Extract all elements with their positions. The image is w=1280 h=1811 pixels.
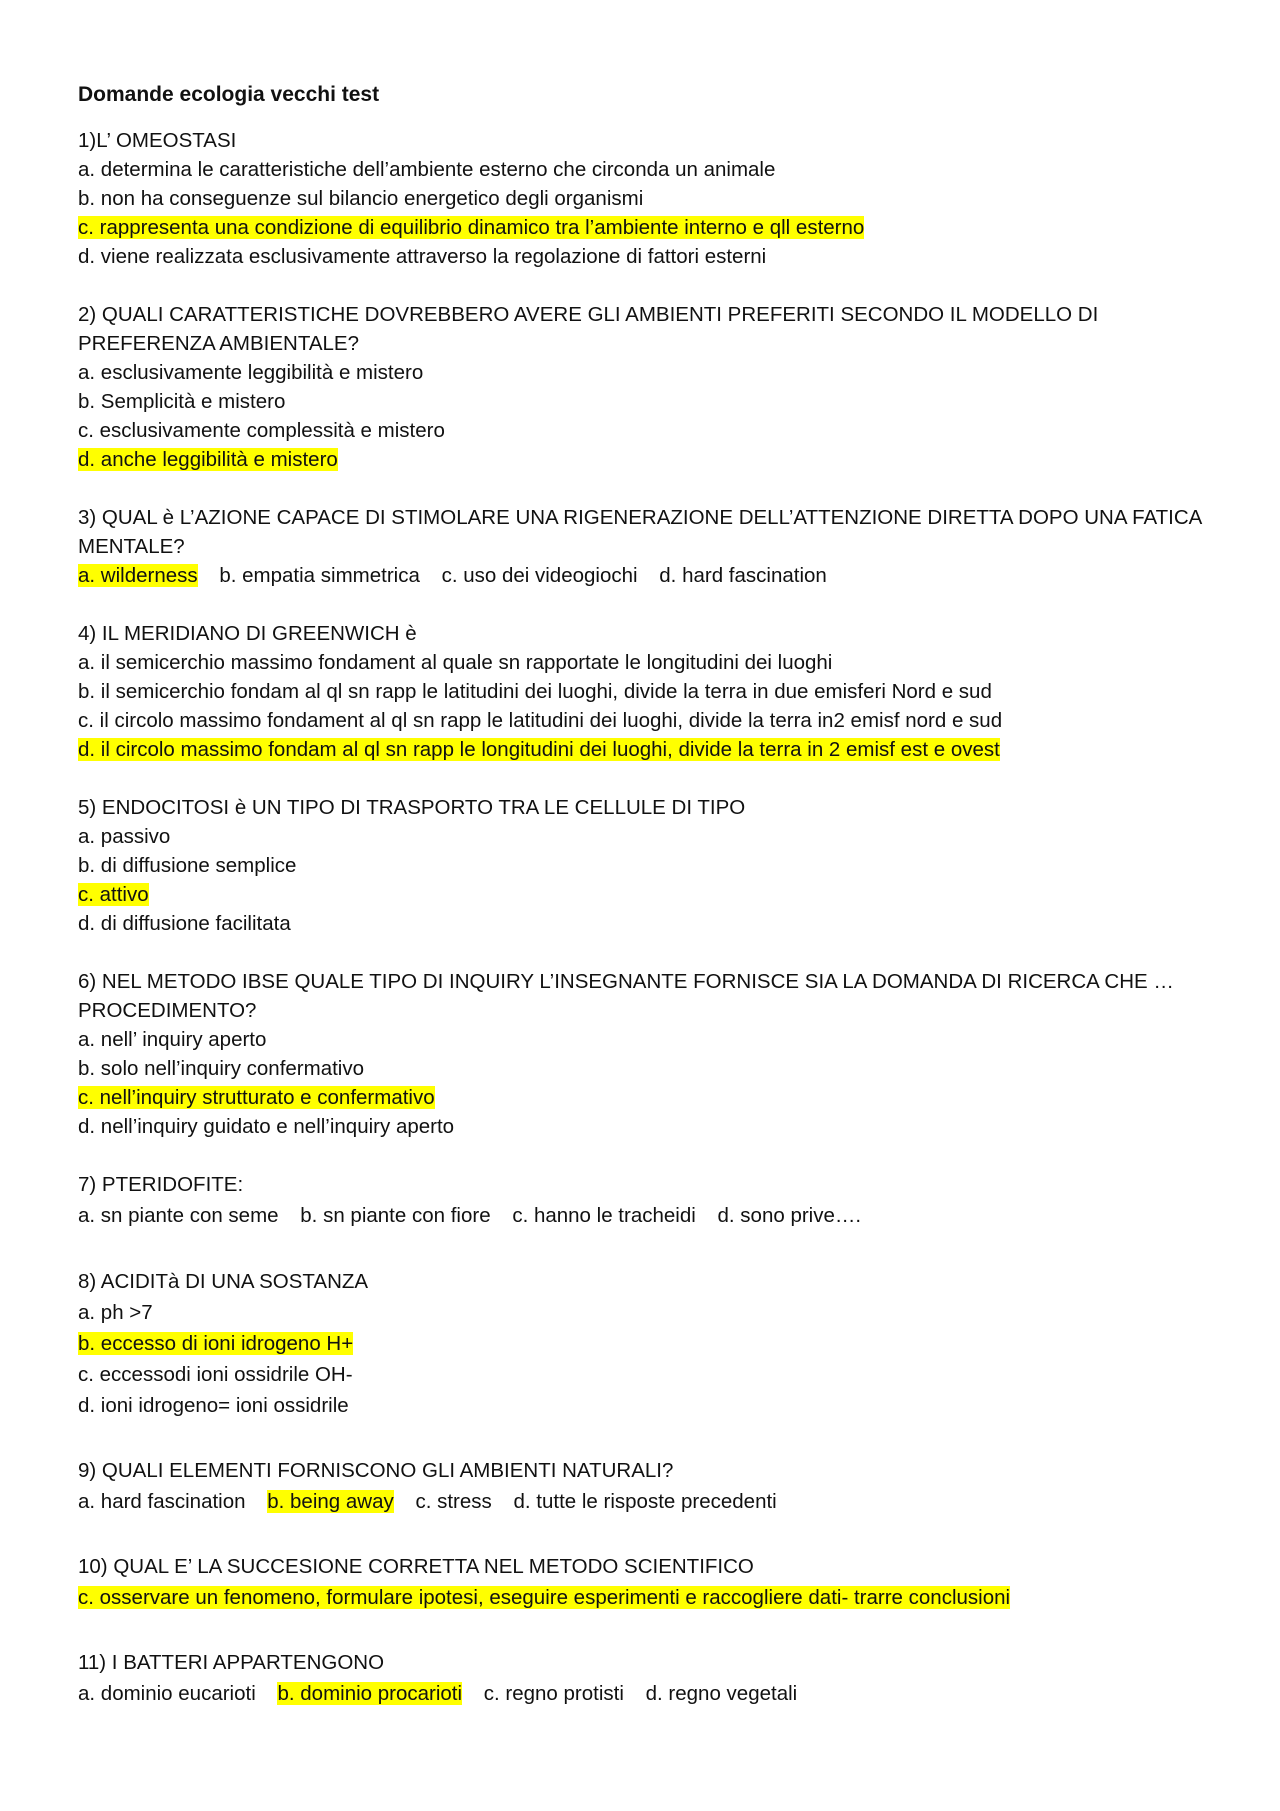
answer-option	[78, 155, 1208, 184]
answer-option	[78, 416, 1208, 445]
question-block	[78, 619, 1208, 764]
answer-text-highlighted: c. osservare un fenomeno, formulare ipotesi, eseguire esperimenti e raccogliere dati- trarre conclusioni	[78, 1586, 1011, 1609]
answer-text-highlighted: c. rappresenta una condizione di equilibrio dinamico tra l’ambiente interno e qll esterno	[78, 216, 865, 239]
question-text: 11) I BATTERI APPARTENGONO	[78, 1651, 385, 1674]
answer-text: c. stress	[415, 1490, 492, 1513]
answer-text: d. di diffusione facilitata	[78, 912, 291, 935]
answer-text: d. hard fascination	[659, 564, 827, 587]
answer-text: d. tutte le risposte precedenti	[513, 1490, 777, 1513]
answer-text: a. ph >7	[78, 1301, 153, 1324]
question-block	[78, 300, 1208, 474]
answer-option	[78, 1054, 1208, 1083]
question-block	[78, 503, 1208, 590]
question-text: 3) QUAL è L’AZIONE CAPACE DI STIMOLARE UNA RIGENERAZIONE DELL’ATTENZIONE DIRETTA DOPO UNA FATICA MENTALE?	[78, 506, 1202, 558]
answer-text: c. regno protisti	[483, 1682, 624, 1705]
answer-text-highlighted: a. wilderness	[78, 564, 198, 587]
question-text: 4) IL MERIDIANO DI GREENWICH è	[78, 622, 417, 645]
answer-option	[78, 822, 1208, 851]
answer-option-correct	[78, 735, 1208, 764]
answer-text: b. empatia simmetrica	[219, 564, 420, 587]
answer-text: a. determina le caratteristiche dell’ambiente esterno che circonda un animale	[78, 158, 776, 181]
answer-text: b. Semplicità e mistero	[78, 390, 286, 413]
question-block	[78, 1551, 1208, 1613]
answer-text: a. sn piante con seme	[78, 1204, 279, 1227]
answer-text-highlighted: c. attivo	[78, 883, 149, 906]
question-text: 9) QUALI ELEMENTI FORNISCONO GLI AMBIENTI NATURALI?	[78, 1459, 674, 1482]
answer-options-inline	[78, 1486, 1208, 1517]
question-text: 1)L’ OMEOSTASI	[78, 129, 237, 152]
answer-option-correct	[78, 213, 1208, 242]
question-text: 6) NEL METODO IBSE QUALE TIPO DI INQUIRY L’INSEGNANTE FORNISCE SIA LA DOMANDA DI RICERCA CHE …PROCEDIMENTO?	[78, 970, 1174, 1022]
answer-text: d. ioni idrogeno= ioni ossidrile	[78, 1394, 349, 1417]
question-block	[78, 793, 1208, 938]
answer-text: a. dominio eucarioti	[78, 1682, 256, 1705]
answer-text: a. passivo	[78, 825, 171, 848]
answer-text-highlighted: b. dominio procarioti	[277, 1682, 463, 1705]
answer-text-highlighted: d. il circolo massimo fondam al ql sn rapp le longitudini dei luoghi, divide la terra in 2 emisf est e ovest	[78, 738, 1000, 761]
answer-option	[78, 387, 1208, 416]
question-block	[78, 126, 1208, 271]
answer-option	[78, 1297, 1208, 1328]
question-text: 7) PTERIDOFITE:	[78, 1173, 244, 1196]
question-block	[78, 1647, 1208, 1709]
question-block	[78, 1266, 1208, 1421]
question-text: 8) ACIDITà DI UNA SOSTANZA	[78, 1270, 369, 1293]
question-text: 10) QUAL E’ LA SUCCESIONE CORRETTA NEL METODO SCIENTIFICO	[78, 1555, 754, 1578]
answer-text: b. il semicerchio fondam al ql sn rapp le latitudini dei luoghi, divide la terra in due emisferi Nord e sud	[78, 680, 992, 703]
answer-text: a. hard fascination	[78, 1490, 246, 1513]
question-block	[78, 967, 1208, 1141]
answer-text: d. regno vegetali	[645, 1682, 798, 1705]
answer-text-highlighted: b. being away	[267, 1490, 394, 1513]
answer-text: b. di diffusione semplice	[78, 854, 297, 877]
answer-options-inline	[78, 1199, 1208, 1232]
answer-text-highlighted: c. nell’inquiry strutturato e confermativo	[78, 1086, 435, 1109]
answer-option-correct	[78, 1328, 1208, 1359]
answer-option-correct	[78, 1582, 1208, 1613]
answer-text: c. uso dei videogiochi	[441, 564, 638, 587]
answer-option-correct	[78, 1083, 1208, 1112]
answer-text: b. sn piante con fiore	[300, 1204, 491, 1227]
answer-text: d. nell’inquiry guidato e nell’inquiry aperto	[78, 1115, 455, 1138]
answer-text: c. esclusivamente complessità e mistero	[78, 419, 445, 442]
answer-text: d. viene realizzata esclusivamente attraverso la regolazione di fattori esterni	[78, 245, 767, 268]
answer-options-inline	[78, 1678, 1208, 1709]
question-block	[78, 1455, 1208, 1517]
answer-text: c. hanno le tracheidi	[512, 1204, 696, 1227]
document-page	[78, 80, 1208, 1738]
answer-option	[78, 1359, 1208, 1390]
answer-option	[78, 648, 1208, 677]
answer-text: b. non ha conseguenze sul bilancio energetico degli organismi	[78, 187, 644, 210]
answer-option-correct	[78, 880, 1208, 909]
answer-option	[78, 1025, 1208, 1054]
answer-text: b. solo nell’inquiry confermativo	[78, 1057, 364, 1080]
answer-option	[78, 706, 1208, 735]
answer-option	[78, 1112, 1208, 1141]
question-block	[78, 1170, 1208, 1232]
answer-option	[78, 358, 1208, 387]
answer-option	[78, 242, 1208, 271]
answer-option	[78, 677, 1208, 706]
answer-text: a. il semicerchio massimo fondament al quale sn rapportate le longitudini dei luoghi	[78, 651, 833, 674]
answer-text: a. esclusivamente leggibilità e mistero	[78, 361, 424, 384]
answer-text: c. il circolo massimo fondament al ql sn rapp le latitudini dei luoghi, divide la terra in2 emisf nord e sud	[78, 709, 1003, 732]
answer-options-inline	[78, 561, 1208, 590]
question-text: 2) QUALI CARATTERISTICHE DOVREBBERO AVERE GLI AMBIENTI PREFERITI SECONDO IL MODELLO DI PREFERENZA AMBIENTALE?	[78, 303, 1099, 355]
answer-option	[78, 1390, 1208, 1421]
answer-option	[78, 184, 1208, 213]
answer-text: d. sono prive….	[717, 1204, 862, 1227]
question-text: 5) ENDOCITOSI è UN TIPO DI TRASPORTO TRA LE CELLULE DI TIPO	[78, 796, 746, 819]
answer-text-highlighted: b. eccesso di ioni idrogeno H+	[78, 1332, 354, 1355]
answer-text: a. nell’ inquiry aperto	[78, 1028, 267, 1051]
answer-text-highlighted: d. anche leggibilità e mistero	[78, 448, 338, 471]
document-title: Domande ecologia vecchi test	[78, 83, 380, 106]
answer-option	[78, 909, 1208, 938]
answer-text: c. eccessodi ioni ossidrile OH-	[78, 1363, 353, 1386]
answer-option-correct	[78, 445, 1208, 474]
answer-option	[78, 851, 1208, 880]
